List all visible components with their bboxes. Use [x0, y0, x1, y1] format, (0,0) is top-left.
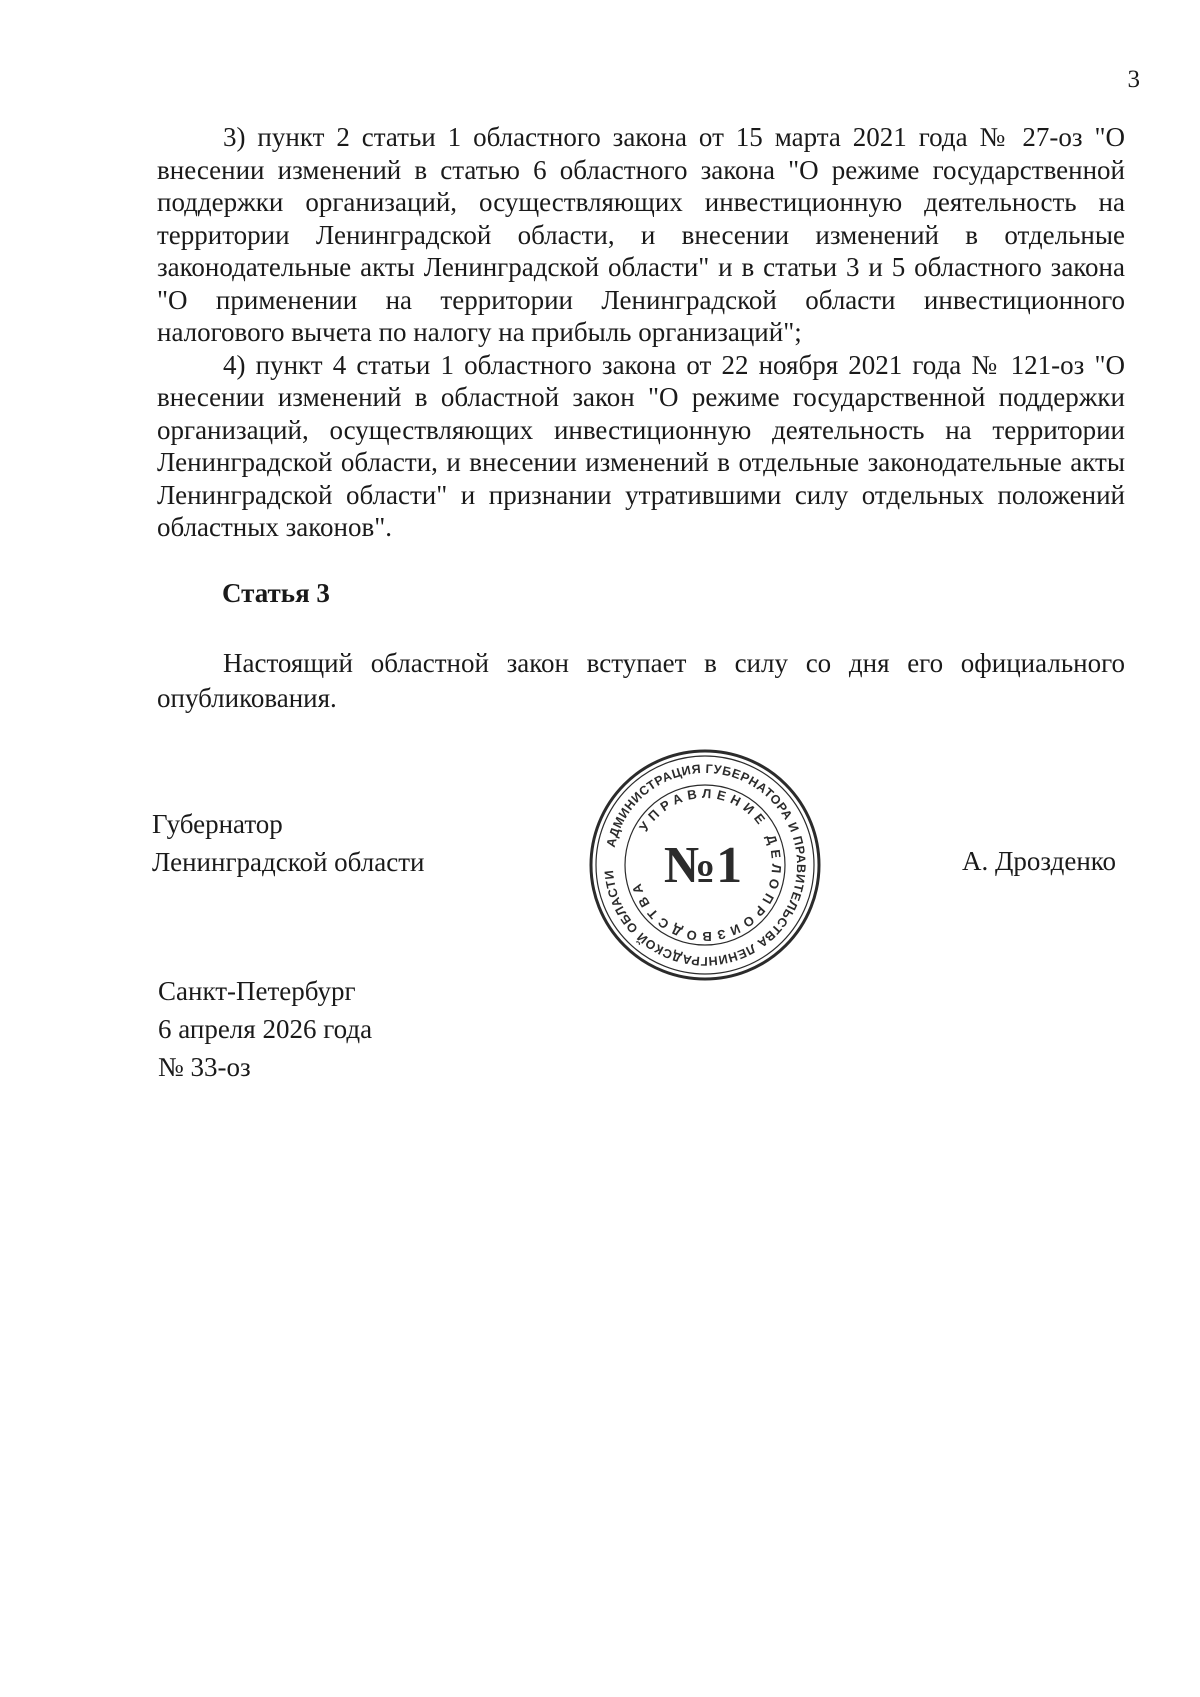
footer-date: 6 апреля 2026 года: [158, 1014, 373, 1044]
official-seal: [585, 745, 825, 985]
article-text: Настоящий областной закон вступает в силу со дня его официального опубликования.: [157, 648, 1125, 713]
seal-number: №1: [663, 837, 743, 894]
footer-city: Санкт-Петербург: [158, 976, 356, 1006]
seal-outer-text: АДМИНИСТРАЦИЯ ГУБЕРНАТОРА И ПРАВИТЕЛЬСТВА ЛЕНИНГРАДСКОЙ ОБЛАСТИ: [602, 761, 809, 969]
paragraph-item-4: 4) пункт 4 статьи 1 областного закона от 22 ноября 2021 года № 121-оз "О внесении изменений в областной закон "О режиме государственной поддержки организаций, осуществляющих инвестиционную деятельность на территории Ленинградской области, и внесении изменений в отдельные законодательные акты Ленинградской области" и признании утратившими силу отдельных положений областных законов".: [157, 349, 1125, 542]
signer-name: А. Дрозденко: [962, 846, 1117, 876]
paragraph-item-3: 3) пункт 2 статьи 1 областного закона от 15 марта 2021 года № 27-оз "О внесении изменений в статью 6 областного закона "О режиме государственной поддержки организаций, осуществляющих инвестиционную деятельность на территории Ленинградской области, и внесении изменений в отдельные законодательные акты Ленинградской области" и в статьи 3 и 5 областного закона "О применении на территории Ленинградской области инвестиционного налогового вычета по налогу на прибыль организаций";: [157, 122, 1125, 347]
footer-number: № 33-оз: [158, 1052, 251, 1082]
document-body: [157, 121, 1125, 544]
signature-title: [152, 805, 424, 881]
article-heading: Статья 3: [222, 578, 330, 608]
signature-title-line2: Ленинградской области: [152, 847, 425, 877]
signature-title-line1: Губернатор: [152, 809, 283, 839]
page-number: 3: [1127, 66, 1140, 93]
seal-inner-text: УПРАВЛЕНИЕ ДЕЛОПРОИЗВОДСТВА: [627, 785, 785, 945]
document-footer: [158, 972, 372, 1086]
